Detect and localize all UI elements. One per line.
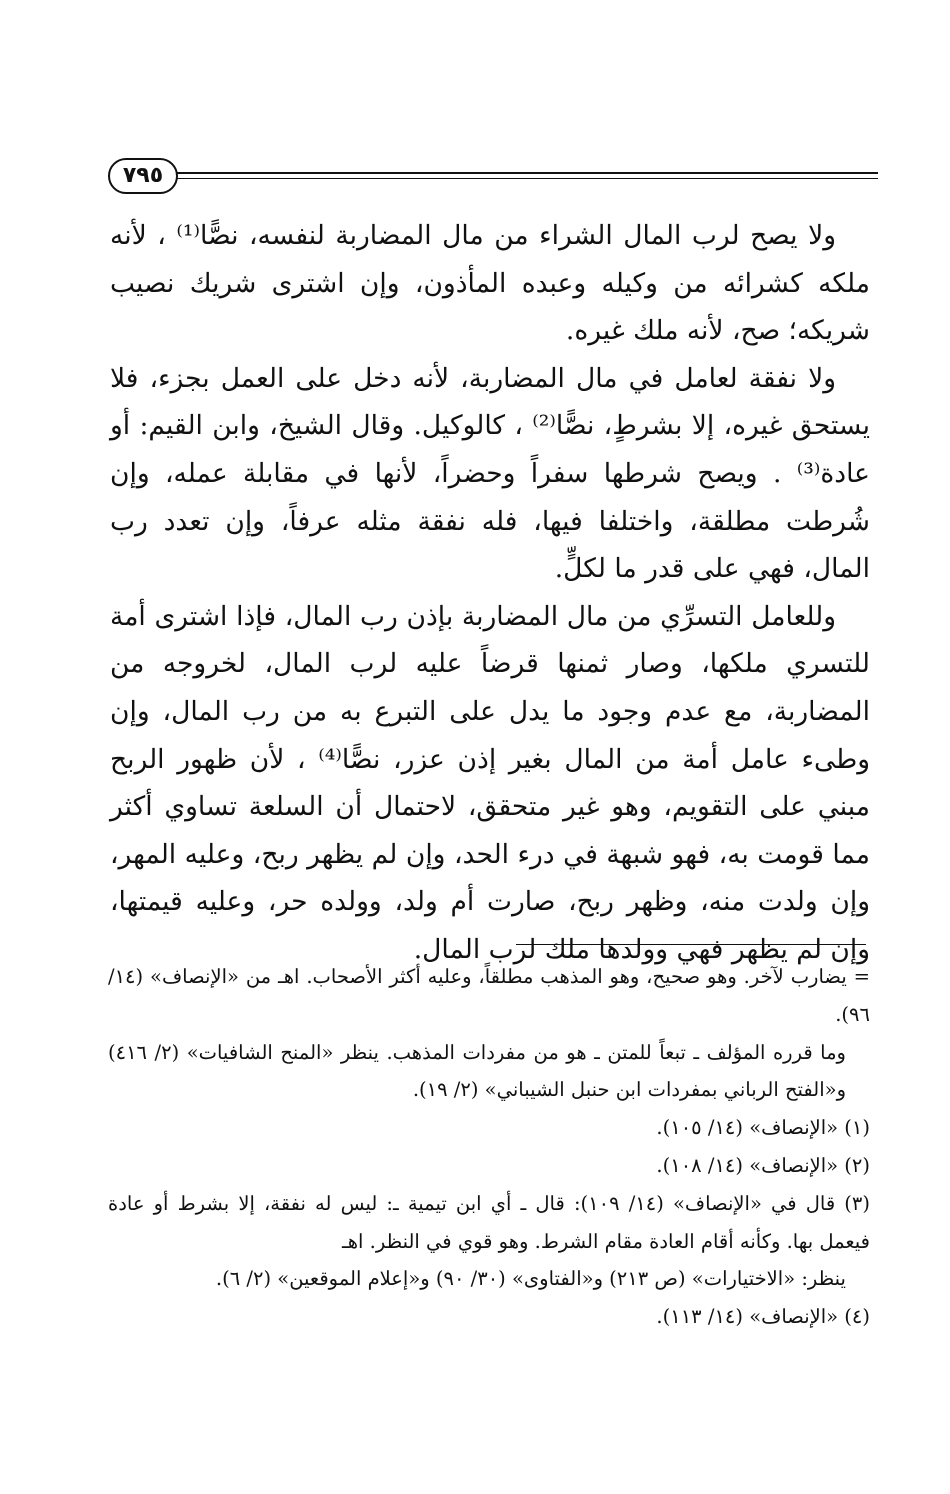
header-rule: [168, 172, 878, 174]
header-rule-thin: [168, 178, 878, 179]
paragraph-3: وللعامل التسرِّي من مال المضاربة بإذن رب المال، فإذا اشترى أمة للتسري ملكها، وصار ثمنها قرضاً عليه لرب المال، لخروجه من المضاربة، مع عدم وجود ما يدل على التبرع به من رب المال، وإن وطىء عامل أمة من المال بغير إذن عزر، نصًّا⁽⁴⁾ ، لأن ظهور الربح مبني على التقويم، وهو غير متحقق، لاحتمال أن السلعة تساوي أكثر مما قومت به، فهو شبهة في درء الحد، وإن لم يظهر ربح، وعليه المهر، وإن ولدت منه، وظهر ربح، صارت أم ولد، وولده حر، وعليه قيمتها، وإن لم يظهر فهي وولدها ملك لرب المال.: [110, 600, 870, 965]
footnotes: [108, 958, 870, 1336]
main-text: [110, 212, 870, 974]
footnote-note: وما قرره المؤلف ـ تبعاً للمتن ـ هو من مفردات المذهب. ينظر «المنح الشافيات» (٢/ ٤١٦) و«الفتح الرباني بمفردات ابن حنبل الشيباني» (٢/ ١٩).: [108, 1040, 846, 1102]
footnote-2: (٢) «الإنصاف» (١٤/ ١٠٨).: [656, 1153, 870, 1177]
footnote-1: (١) «الإنصاف» (١٤/ ١٠٥).: [656, 1116, 870, 1140]
footnote-separator: [516, 944, 866, 945]
paragraph-2: ولا نفقة لعامل في مال المضاربة، لأنه دخل على العمل بجزء، فلا يستحق غيره، إلا بشرطٍ، نصًّا⁽²⁾ ، كالوكيل. وقال الشيخ، وابن القيم: أو عادة⁽³⁾ . ويصح شرطها سفراً وحضراً، لأنها في مقابلة عمله، وإن شُرطت مطلقة، واختلفا فيها، فله نفقة مثله عرفاً، وإن تعدد رب المال، فهي على قدر ما لكلٍّ.: [110, 362, 870, 585]
page-header: [108, 158, 878, 194]
footnote-3-reference: ينظر: «الاختيارات» (ص ٢١٣) و«الفتاوى» (٣٠/ ٩٠) و«إعلام الموقعين» (٢/ ٦).: [215, 1267, 846, 1291]
footnote-4: (٤) «الإنصاف» (١٤/ ١١٣).: [656, 1305, 870, 1329]
footnote-continuation: = يضارب لآخر. وهو صحيح، وهو المذهب مطلقاً، وعليه أكثر الأصحاب. اهـ من «الإنصاف» (١٤/ ٩٦).: [108, 965, 870, 1026]
footnote-3: (٣) قال في «الإنصاف» (١٤/ ١٠٩): قال ـ أي ابن تيمية ـ: ليس له نفقة، إلا بشرط أو عادة فيعمل بها. وكأنه أقام العادة مقام الشرط. وهو قوي في النظر. اهـ: [108, 1191, 870, 1253]
paragraph-1: ولا يصح لرب المال الشراء من مال المضاربة لنفسه، نصًّا⁽¹⁾ ، لأنه ملكه كشرائه من وكيله وعبده المأذون، وإن اشترى شريك نصيب شريكه؛ صح، لأنه ملك غيره.: [110, 220, 870, 347]
page-number: ٧٩٥: [108, 158, 178, 194]
